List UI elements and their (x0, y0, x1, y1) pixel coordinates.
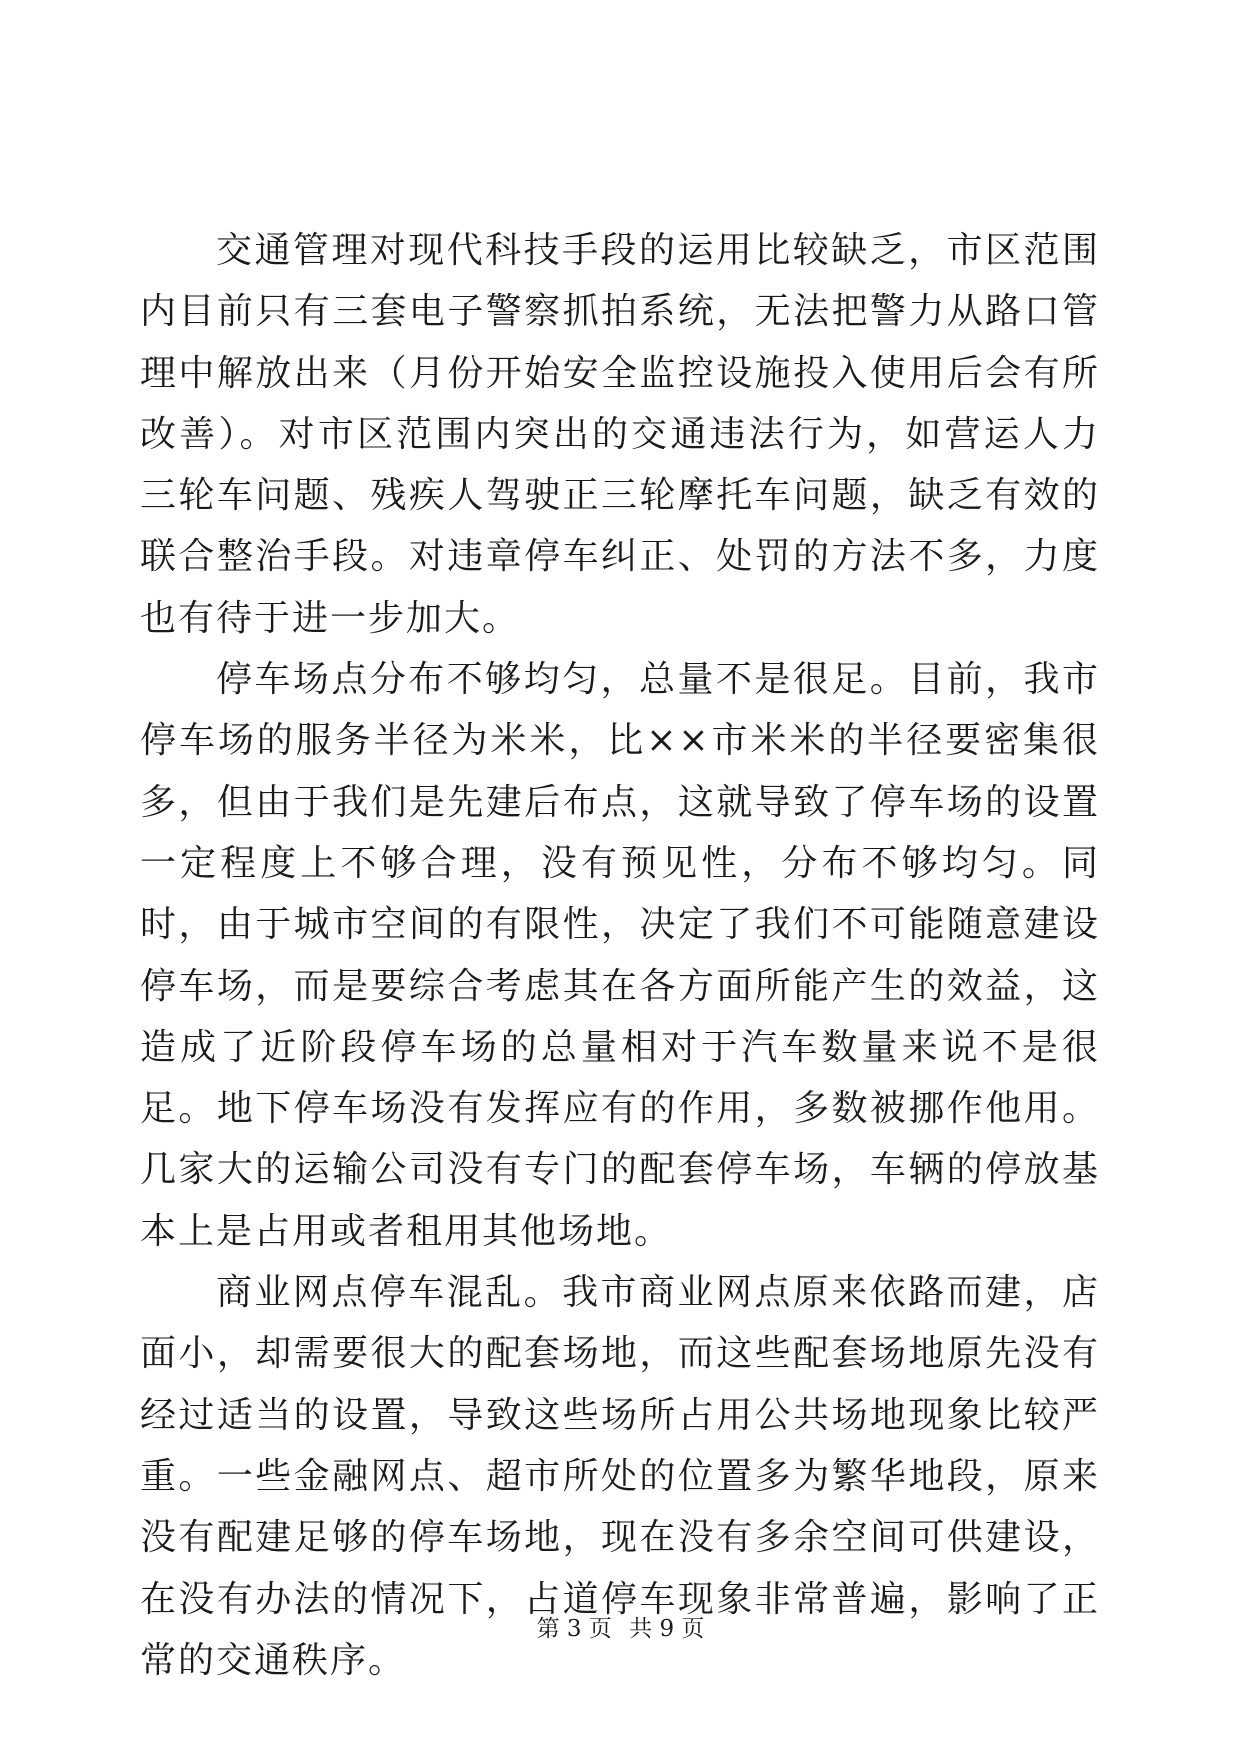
page-total: 共 9 页 (629, 1616, 705, 1642)
page-footer (0, 1614, 1241, 1644)
page-number: 第 3 页 (536, 1616, 612, 1642)
paragraph-traffic-technology: 交通管理对现代科技手段的运用比较缺乏，市区范围内目前只有三套电子警察抓拍系统，无法把警力从路口管理中解放出来（月份开始安全监控设施投入使用后会有所改善）。对市区范围内突出的交通违法行为，如营运人力三轮车问题、残疾人驾驶正三轮摩托车问题，缺乏有效的联合整治手段。对违章停车纠正、处罚的方法不多，力度也有待于进一步加大。 (140, 230, 1100, 639)
document-body (140, 220, 1100, 1691)
paragraph-parking-distribution: 停车场点分布不够均匀，总量不是很足。目前，我市停车场的服务半径为米米，比××市米米的半径要密集很多，但由于我们是先建后布点，这就导致了停车场的设置一定程度上不够合理，没有预见性，分布不够均匀。同时，由于城市空间的有限性，决定了我们不可能随意建设停车场，而是要综合考虑其在各方面所能产生的效益，这造成了近阶段停车场的总量相对于汽车数量来说不是很足。地下停车场没有发挥应有的作用，多数被挪作他用。几家大的运输公司没有专门的配套停车场，车辆的停放基本上是占用或者租用其他场地。 (140, 659, 1100, 1252)
paragraph-commercial-parking: 商业网点停车混乱。我市商业网点原来依路而建，店面小，却需要很大的配套场地，而这些配套场地原先没有经过适当的设置，导致这些场所占用公共场地现象比较严重。一些金融网点、超市所处的位置多为繁华地段，原来没有配建足够的停车场地，现在没有多余空间可供建设，在没有办法的情况下，占道停车现象非常普遍，影响了正常的交通秩序。 (140, 1272, 1100, 1681)
